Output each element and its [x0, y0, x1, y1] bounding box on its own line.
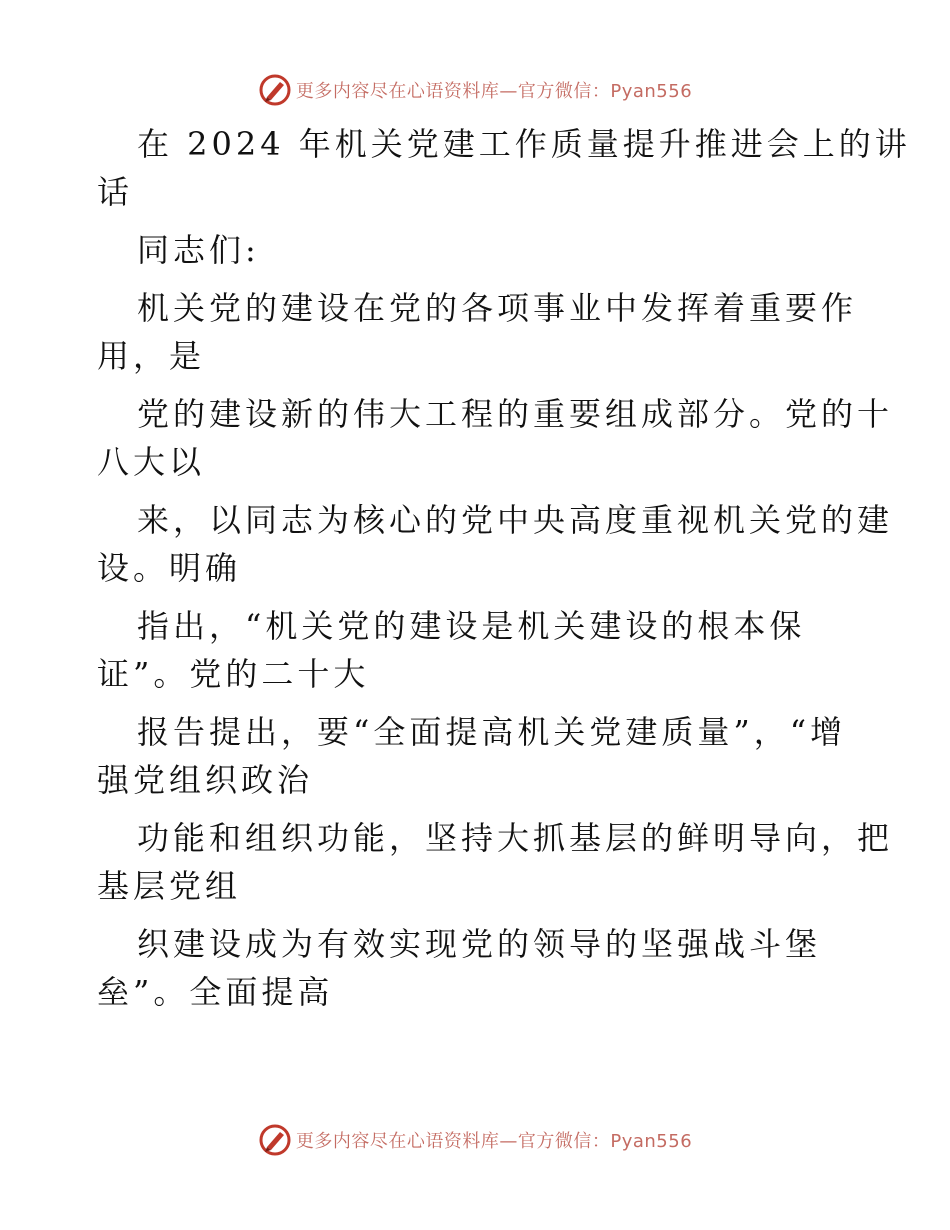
paragraph-line: 机关党的建设在党的各项事业中发挥着重要作 [137, 289, 858, 327]
paragraph-line: 八大以 [97, 443, 206, 481]
pen-logo-icon [258, 1123, 292, 1157]
title-line-2: 话 [97, 173, 134, 211]
paragraph-line: 证”。党的二十大 [97, 655, 370, 693]
paragraph-line: 来，以同志为核心的党中央高度重视机关党的建 [137, 501, 894, 539]
document-body [97, 120, 911, 1016]
paragraph-line: 设。明确 [97, 549, 242, 587]
salutation: 同志们: [137, 231, 260, 269]
header-watermark [0, 70, 950, 110]
paragraph-line: 报告提出，要“全面提高机关党建质量”，“增 [137, 713, 847, 751]
watermark-text: 更多内容尽在心语资料库—官方微信：Pyan556 [295, 81, 693, 102]
paragraph-line: 指出，“机关党的建设是机关建设的根本保 [137, 607, 806, 645]
pen-logo-icon [258, 73, 292, 107]
paragraph-line: 用，是 [97, 337, 206, 375]
paragraph-line: 强党组织政治 [97, 761, 314, 799]
paragraph-line: 织建设成为有效实现党的领导的坚强战斗堡 [137, 925, 822, 963]
paragraph-line: 功能和组织功能，坚持大抓基层的鲜明导向，把 [137, 819, 894, 857]
footer-watermark [0, 1120, 950, 1160]
title-line-1: 在 2024 年机关党建工作质量提升推进会上的讲 [137, 125, 911, 163]
paragraph-line: 党的建设新的伟大工程的重要组成部分。党的十 [137, 395, 894, 433]
paragraph-line: 垒”。全面提高 [97, 973, 334, 1011]
watermark-text: 更多内容尽在心语资料库—官方微信：Pyan556 [295, 1131, 693, 1152]
paragraph-line: 基层党组 [97, 867, 242, 905]
